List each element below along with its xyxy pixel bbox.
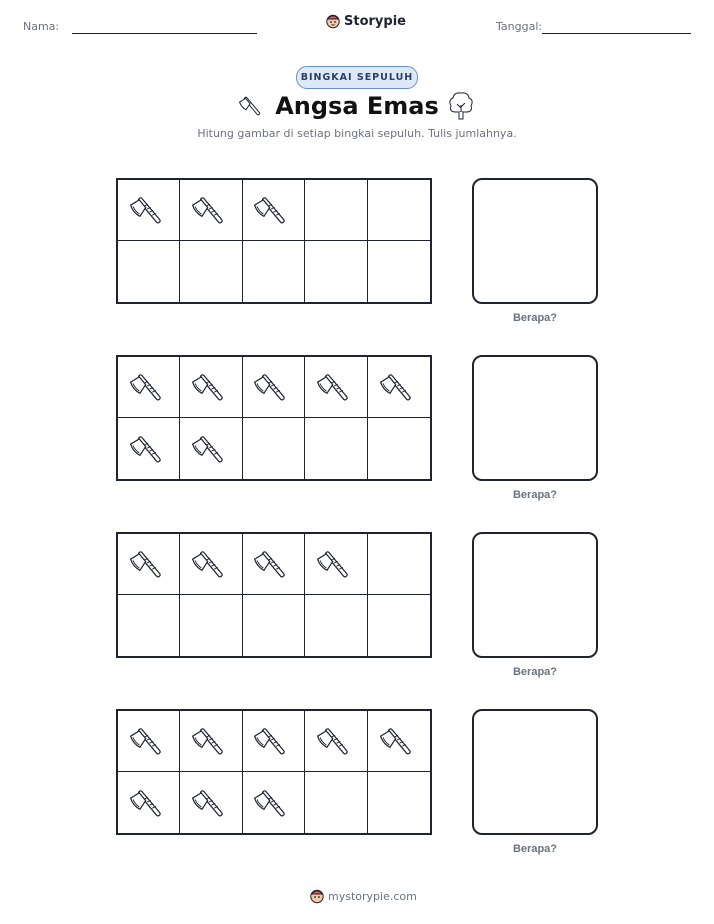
how-many-label: Berapa? xyxy=(512,666,558,678)
ten-frame-cell xyxy=(243,595,305,656)
ten-frame-cell xyxy=(118,180,180,241)
ten-frame-cell xyxy=(243,357,305,418)
ten-frame-cell xyxy=(118,534,180,595)
ten-frame-cell xyxy=(305,772,367,833)
axe-icon xyxy=(316,721,356,761)
ten-frame-cell xyxy=(118,241,180,302)
ten-frame-cell xyxy=(243,418,305,479)
date-field[interactable] xyxy=(542,33,691,34)
storypie-mascot-icon xyxy=(310,888,324,904)
ten-frame-cell xyxy=(118,772,180,833)
footer-url[interactable]: mystorypie.com xyxy=(328,889,417,903)
ten-frame-cell xyxy=(305,357,367,418)
answer-box[interactable] xyxy=(472,355,598,481)
ten-frame xyxy=(116,178,432,304)
ten-frame-cell xyxy=(368,180,430,241)
ten-frame-cell xyxy=(368,711,430,772)
storypie-mascot-icon xyxy=(326,13,340,29)
name-field[interactable] xyxy=(72,33,257,34)
axe-icon xyxy=(191,783,231,823)
tree-icon xyxy=(446,90,476,122)
ten-frame-cell xyxy=(118,711,180,772)
page-title: Angsa Emas xyxy=(275,92,439,120)
ten-frame-cell xyxy=(305,241,367,302)
axe-icon xyxy=(129,190,169,230)
ten-frame-cell xyxy=(118,357,180,418)
footer xyxy=(310,888,417,904)
ten-frame-cell xyxy=(305,595,367,656)
ten-frame-cell xyxy=(180,772,242,833)
ten-frame-cell xyxy=(180,534,242,595)
instructions: Hitung gambar di setiap bingkai sepuluh. Tulis jumlahnya. xyxy=(197,127,517,140)
ten-frame-cell xyxy=(243,711,305,772)
axe-icon xyxy=(191,190,231,230)
axe-icon xyxy=(316,367,356,407)
answer-box[interactable] xyxy=(472,532,598,658)
date-label: Tanggal: xyxy=(496,20,543,33)
axe-icon xyxy=(129,367,169,407)
axe-icon xyxy=(191,429,231,469)
brand-name: Storypie xyxy=(344,13,406,29)
axe-icon xyxy=(253,367,293,407)
how-many-label: Berapa? xyxy=(512,843,558,855)
axe-icon xyxy=(191,544,231,584)
name-label: Nama: xyxy=(23,20,60,33)
worksheet-badge: BINGKAI SEPULUH xyxy=(296,66,418,89)
axe-icon xyxy=(379,367,419,407)
ten-frame-cell xyxy=(305,711,367,772)
ten-frame-cell xyxy=(118,418,180,479)
ten-frame-cell xyxy=(243,180,305,241)
axe-icon xyxy=(253,783,293,823)
ten-frame-cell xyxy=(305,180,367,241)
axe-icon xyxy=(379,721,419,761)
ten-frame-cell xyxy=(180,357,242,418)
axe-icon xyxy=(253,721,293,761)
axe-icon xyxy=(191,367,231,407)
ten-frame-cell xyxy=(368,595,430,656)
ten-frame-cell xyxy=(368,534,430,595)
axe-icon xyxy=(129,429,169,469)
axe-icon xyxy=(191,721,231,761)
ten-frame-cell xyxy=(368,241,430,302)
ten-frame-cell xyxy=(118,595,180,656)
axe-icon xyxy=(129,721,169,761)
ten-frame xyxy=(116,355,432,481)
ten-frame-cell xyxy=(243,241,305,302)
ten-frame-cell xyxy=(243,772,305,833)
axe-icon xyxy=(129,783,169,823)
how-many-label: Berapa? xyxy=(512,489,558,501)
answer-box[interactable] xyxy=(472,178,598,304)
ten-frame-cell xyxy=(180,418,242,479)
ten-frame-cell xyxy=(180,711,242,772)
ten-frame-cell xyxy=(180,180,242,241)
ten-frame-cell xyxy=(368,418,430,479)
ten-frame-cell xyxy=(243,534,305,595)
ten-frame-cell xyxy=(180,241,242,302)
axe-icon xyxy=(253,190,293,230)
ten-frame-cell xyxy=(305,534,367,595)
ten-frame xyxy=(116,532,432,658)
ten-frame-cell xyxy=(368,357,430,418)
ten-frame xyxy=(116,709,432,835)
brand-logo xyxy=(326,13,406,29)
answer-box[interactable] xyxy=(472,709,598,835)
ten-frame-cell xyxy=(305,418,367,479)
ten-frame-cell xyxy=(368,772,430,833)
axe-icon xyxy=(129,544,169,584)
axe-icon xyxy=(316,544,356,584)
how-many-label: Berapa? xyxy=(512,312,558,324)
axe-icon xyxy=(253,544,293,584)
ten-frame-cell xyxy=(180,595,242,656)
